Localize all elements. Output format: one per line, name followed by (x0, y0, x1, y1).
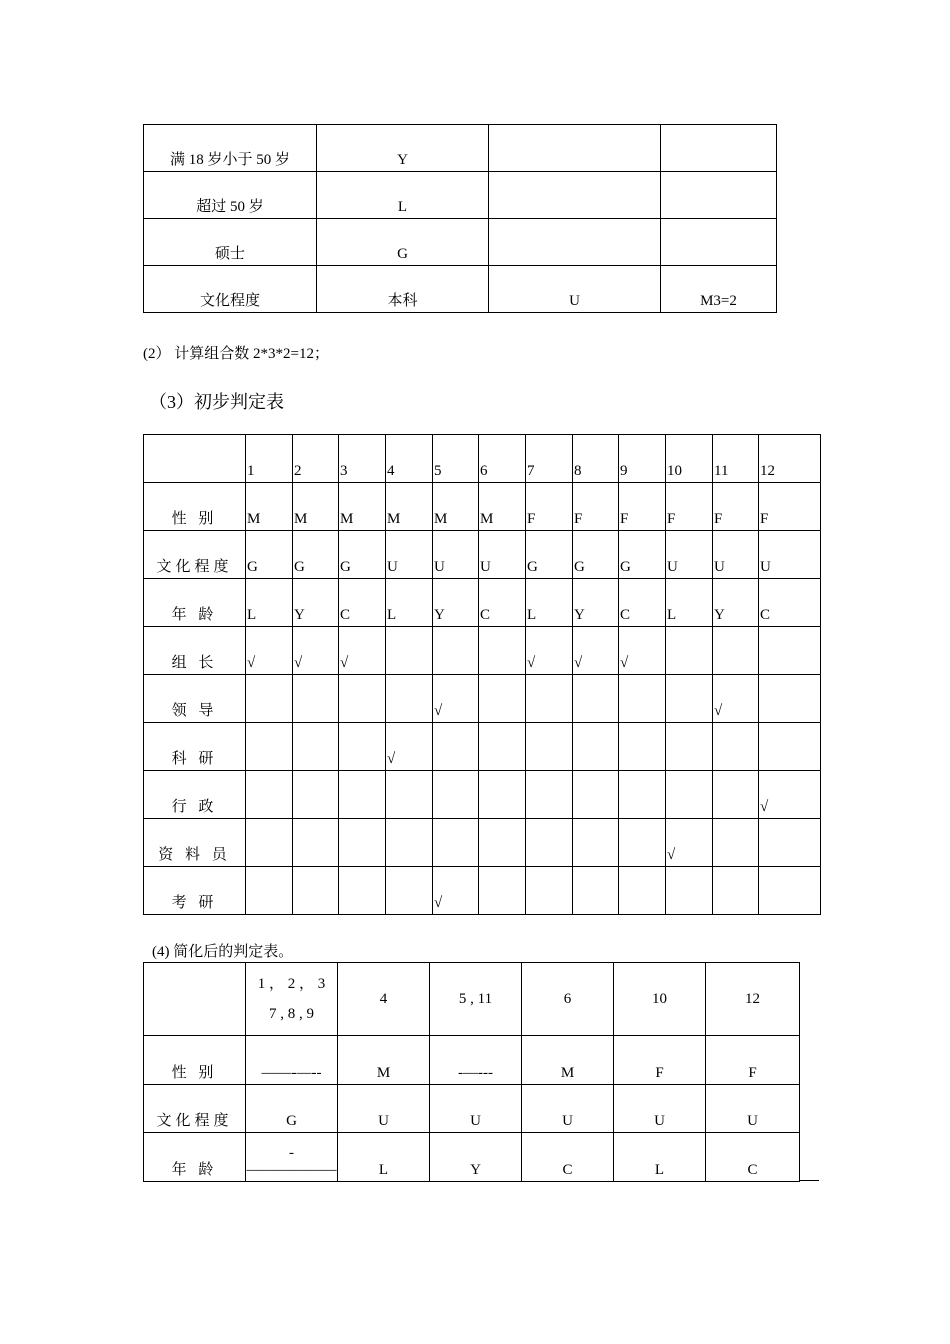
row-label: 资 料 员 (144, 819, 246, 867)
row-label (144, 435, 246, 483)
table-cell (573, 723, 619, 771)
table-row (144, 867, 821, 915)
table-cell: F (614, 1036, 706, 1085)
table-cell (526, 675, 573, 723)
preliminary-decision-table (143, 434, 821, 915)
table-cell: Y (293, 579, 339, 627)
table-cell: 4 (386, 435, 433, 483)
attribute-table (143, 124, 777, 313)
table-cell: 11 (713, 435, 759, 483)
table-cell (713, 723, 759, 771)
table-cell (246, 963, 338, 1036)
table-cell (246, 819, 293, 867)
table-cell: G (526, 531, 573, 579)
table-row (144, 125, 777, 172)
row-label: 行 政 (144, 771, 246, 819)
table-cell: 1 (246, 435, 293, 483)
rule-group-label: 1 ， 2 ， 3 (257, 976, 326, 992)
table-cell (666, 627, 713, 675)
table-cell: 12 (706, 963, 800, 1036)
table-cell: M (246, 483, 293, 531)
table-cell: √ (619, 627, 666, 675)
step-2-text: (2） 计算组合数 2*3*2=12； (143, 346, 329, 362)
table-cell: 10 (666, 435, 713, 483)
table-cell: M (293, 483, 339, 531)
table-cell (661, 172, 777, 219)
table-cell: 6 (522, 963, 614, 1036)
table-row (144, 1133, 800, 1182)
table-cell: L (666, 579, 713, 627)
table-cell: L (526, 579, 573, 627)
table-cell: L (338, 1133, 430, 1182)
table-cell (246, 867, 293, 915)
table-edge-line (799, 1180, 819, 1181)
table-cell (479, 819, 526, 867)
table-cell (666, 771, 713, 819)
table-cell: C (706, 1133, 800, 1182)
table-cell (619, 723, 666, 771)
table-cell (573, 675, 619, 723)
table-cell: M (479, 483, 526, 531)
table-cell: G (619, 531, 666, 579)
table-cell (713, 819, 759, 867)
table-cell: ——-—-- (246, 1036, 338, 1085)
table-cell: U (433, 531, 479, 579)
table-cell (293, 771, 339, 819)
table-row (144, 483, 821, 531)
table-cell: U (489, 266, 661, 313)
table-cell (661, 125, 777, 172)
table-cell (489, 219, 661, 266)
table-cell: U (386, 531, 433, 579)
table-row (144, 266, 777, 313)
table-cell: U (666, 531, 713, 579)
table-cell (526, 819, 573, 867)
table-cell: -—--- (430, 1036, 522, 1085)
table-cell: U (430, 1084, 522, 1133)
row-label: 性 别 (144, 1036, 246, 1085)
table-cell (619, 771, 666, 819)
table-cell: √ (433, 675, 479, 723)
table-cell (759, 723, 821, 771)
table-cell: F (706, 1036, 800, 1085)
table-row (144, 1036, 800, 1085)
table-cell: 本科 (317, 266, 489, 313)
table-row (144, 819, 821, 867)
table-cell: √ (573, 627, 619, 675)
table-cell: 10 (614, 963, 706, 1036)
table-cell (479, 723, 526, 771)
table-cell: L (246, 579, 293, 627)
table-cell: -—————— (246, 1133, 338, 1182)
table-cell: M (339, 483, 386, 531)
row-label: 组 长 (144, 627, 246, 675)
table-cell (479, 867, 526, 915)
table-cell: Y (713, 579, 759, 627)
table-cell (759, 819, 821, 867)
table-cell (713, 771, 759, 819)
row-label: 文化程度 (144, 531, 246, 579)
table-cell: 文化程度 (144, 266, 317, 313)
table-cell: C (522, 1133, 614, 1182)
step-3-heading: （3）初步判定表 (149, 392, 284, 412)
table-cell: G (246, 1084, 338, 1133)
table-cell (526, 867, 573, 915)
table-row (144, 172, 777, 219)
table-cell (433, 723, 479, 771)
table-cell: G (339, 531, 386, 579)
table-cell (759, 867, 821, 915)
table-cell: √ (433, 867, 479, 915)
table-cell: 5 , 11 (430, 963, 522, 1036)
table-cell (293, 819, 339, 867)
table-cell: L (386, 579, 433, 627)
table-cell (479, 771, 526, 819)
table-cell: C (619, 579, 666, 627)
table-cell: 5 (433, 435, 479, 483)
table-cell: U (759, 531, 821, 579)
table-cell: U (479, 531, 526, 579)
table-cell: 4 (338, 963, 430, 1036)
table-cell (246, 675, 293, 723)
table-cell: M (522, 1036, 614, 1085)
simplified-decision-table (143, 962, 800, 1182)
table-cell (293, 723, 339, 771)
table-row (144, 723, 821, 771)
table-cell: G (246, 531, 293, 579)
table-cell: Y (430, 1133, 522, 1182)
table-cell: Y (573, 579, 619, 627)
table-cell: Y (317, 125, 489, 172)
table-cell: L (317, 172, 489, 219)
table-cell: F (619, 483, 666, 531)
table-cell: 12 (759, 435, 821, 483)
table-cell (246, 771, 293, 819)
table-cell: F (573, 483, 619, 531)
row-label: 性 别 (144, 483, 246, 531)
table-cell: G (293, 531, 339, 579)
table-cell: F (759, 483, 821, 531)
table-cell (479, 627, 526, 675)
table-cell: U (614, 1084, 706, 1133)
table-cell: 9 (619, 435, 666, 483)
table-cell: M (338, 1036, 430, 1085)
table-cell: 超过 50 岁 (144, 172, 317, 219)
table-cell: F (526, 483, 573, 531)
table-cell: M3=2 (661, 266, 777, 313)
table-cell: C (339, 579, 386, 627)
table-row (144, 963, 800, 1036)
table-cell: 6 (479, 435, 526, 483)
table-cell (339, 723, 386, 771)
table-cell: 满 18 岁小于 50 岁 (144, 125, 317, 172)
table-cell (386, 867, 433, 915)
table-cell: √ (246, 627, 293, 675)
step-4-text: (4) 简化后的判定表。 (152, 944, 294, 960)
table-cell: √ (759, 771, 821, 819)
table-cell: L (614, 1133, 706, 1182)
table-cell (619, 675, 666, 723)
table-cell (666, 675, 713, 723)
row-label: 科 研 (144, 723, 246, 771)
table-cell: G (573, 531, 619, 579)
table-cell: U (522, 1084, 614, 1133)
table-cell (573, 819, 619, 867)
table-cell: √ (386, 723, 433, 771)
table-cell (759, 675, 821, 723)
table-cell: F (713, 483, 759, 531)
table-row (144, 531, 821, 579)
row-label: 年 龄 (144, 1133, 246, 1182)
table-cell (666, 723, 713, 771)
table-cell (661, 219, 777, 266)
table-cell: C (479, 579, 526, 627)
table-cell: √ (339, 627, 386, 675)
table-row (144, 675, 821, 723)
table-cell (526, 771, 573, 819)
table-cell (713, 627, 759, 675)
table-cell (386, 771, 433, 819)
table-cell: 8 (573, 435, 619, 483)
table-cell (573, 867, 619, 915)
table-cell (246, 723, 293, 771)
table-cell: √ (713, 675, 759, 723)
table-cell (619, 819, 666, 867)
table-row (144, 435, 821, 483)
table-cell: C (759, 579, 821, 627)
table-cell: √ (666, 819, 713, 867)
table-row (144, 579, 821, 627)
table-cell: U (338, 1084, 430, 1133)
table-row (144, 627, 821, 675)
table-cell: 3 (339, 435, 386, 483)
table-cell (433, 627, 479, 675)
table-cell (619, 867, 666, 915)
table-cell (386, 819, 433, 867)
table-cell (666, 867, 713, 915)
table-cell (759, 627, 821, 675)
table-cell (573, 771, 619, 819)
table-cell (489, 172, 661, 219)
table-cell (293, 675, 339, 723)
table-cell: G (317, 219, 489, 266)
table-cell (293, 867, 339, 915)
table-cell (479, 675, 526, 723)
table-cell (144, 963, 246, 1036)
table-cell: √ (526, 627, 573, 675)
table-cell: M (433, 483, 479, 531)
rule-group-label: 7 , 8 , 9 (269, 1006, 314, 1022)
table-cell (339, 675, 386, 723)
table-cell: U (706, 1084, 800, 1133)
table-cell (339, 771, 386, 819)
table-cell (433, 771, 479, 819)
table-cell (339, 867, 386, 915)
table-cell (386, 675, 433, 723)
table-cell (386, 627, 433, 675)
table-row (144, 1084, 800, 1133)
row-label: 文化程度 (144, 1084, 246, 1133)
table-row (144, 771, 821, 819)
table-cell: 2 (293, 435, 339, 483)
table-cell (713, 867, 759, 915)
table-cell (339, 819, 386, 867)
table-cell: 7 (526, 435, 573, 483)
table-cell (489, 125, 661, 172)
table-cell: M (386, 483, 433, 531)
table-cell (433, 819, 479, 867)
table-cell: F (666, 483, 713, 531)
table-row (144, 219, 777, 266)
table-cell: 硕士 (144, 219, 317, 266)
row-label: 考 研 (144, 867, 246, 915)
table-cell: Y (433, 579, 479, 627)
row-label: 年 龄 (144, 579, 246, 627)
table-cell: U (713, 531, 759, 579)
row-label: 领 导 (144, 675, 246, 723)
table-cell: √ (293, 627, 339, 675)
table-cell (526, 723, 573, 771)
